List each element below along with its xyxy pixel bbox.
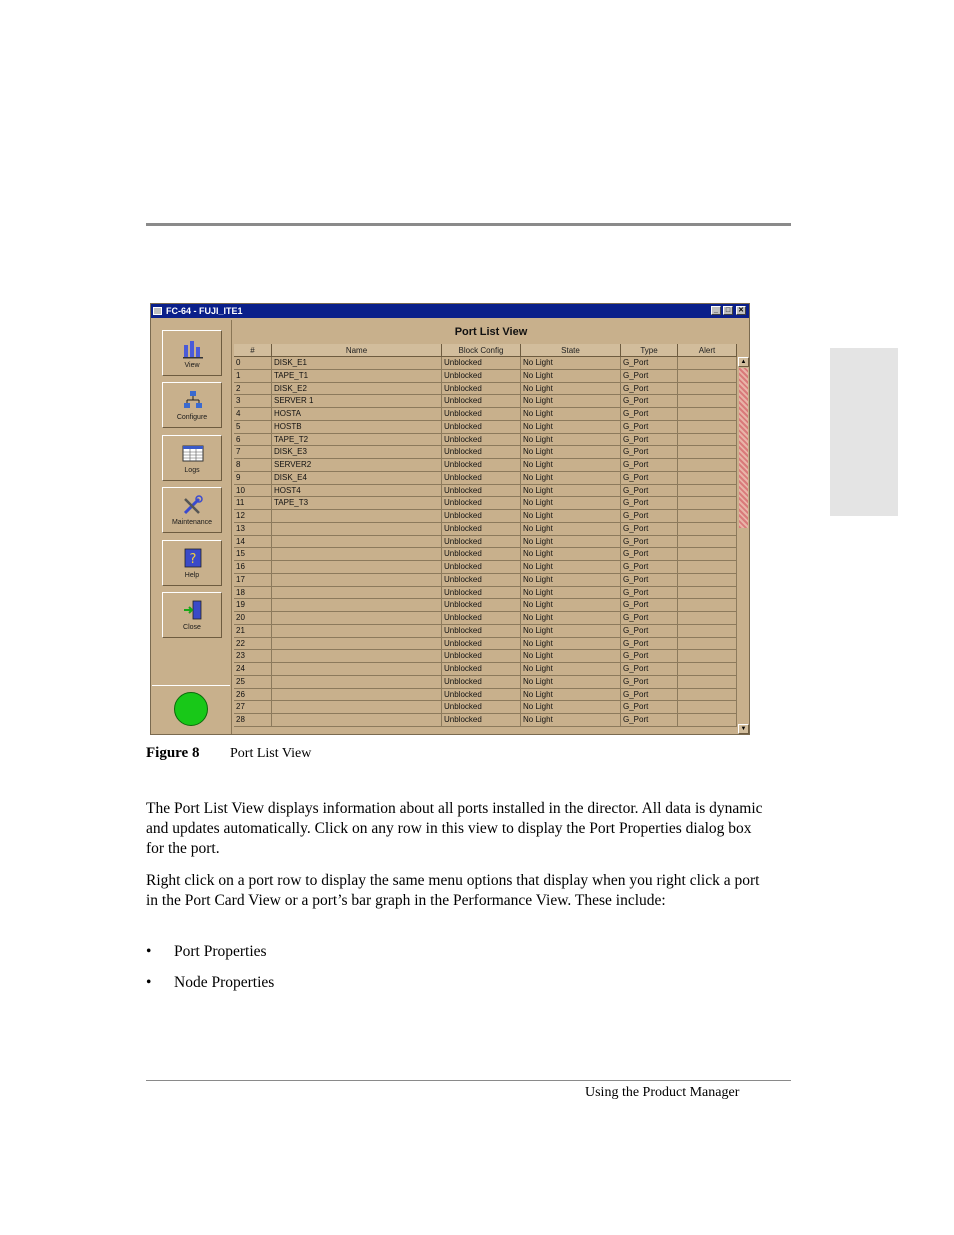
table-row[interactable] — [234, 408, 737, 421]
port-name-cell — [272, 689, 442, 701]
figure-label: Figure 8 — [146, 745, 200, 761]
scroll-down-arrow-icon[interactable]: ▼ — [738, 724, 749, 734]
port-type-cell: G_Port — [621, 370, 678, 382]
table-row[interactable] — [234, 395, 737, 408]
port-table — [234, 357, 737, 734]
port-number-cell: 13 — [234, 523, 272, 535]
table-row[interactable] — [234, 459, 737, 472]
figure-caption — [146, 745, 312, 762]
table-row[interactable] — [234, 370, 737, 383]
alert-cell — [678, 650, 737, 662]
port-type-cell: G_Port — [621, 434, 678, 446]
port-type-cell: G_Port — [621, 663, 678, 675]
block-config-cell: Unblocked — [442, 587, 521, 599]
table-row[interactable] — [234, 625, 737, 638]
bullet-dot-icon: • — [146, 943, 152, 960]
state-cell: No Light — [521, 714, 621, 726]
alert-cell — [678, 612, 737, 624]
help-icon — [182, 547, 204, 569]
table-row[interactable] — [234, 689, 737, 702]
svg-text:?: ? — [189, 552, 197, 567]
table-row[interactable] — [234, 510, 737, 523]
port-number-cell: 21 — [234, 625, 272, 637]
table-row[interactable] — [234, 612, 737, 625]
port-type-cell: G_Port — [621, 472, 678, 484]
block-config-cell: Unblocked — [442, 676, 521, 688]
port-number-cell: 23 — [234, 650, 272, 662]
view-icon — [182, 337, 204, 359]
port-name-cell: DISK_E4 — [272, 472, 442, 484]
port-type-cell: G_Port — [621, 383, 678, 395]
table-header — [234, 344, 737, 357]
alert-cell — [678, 446, 737, 458]
port-type-cell: G_Port — [621, 561, 678, 573]
maintenance-button[interactable] — [162, 487, 222, 533]
state-cell: No Light — [521, 434, 621, 446]
column-header-alert[interactable]: Alert — [678, 344, 737, 357]
nav-panel — [152, 320, 232, 734]
block-config-cell: Unblocked — [442, 574, 521, 586]
state-cell: No Light — [521, 701, 621, 713]
port-number-cell: 16 — [234, 561, 272, 573]
port-type-cell: G_Port — [621, 650, 678, 662]
page-footer: Using the Product Manager — [585, 1085, 740, 1100]
port-name-cell: SERVER 1 — [272, 395, 442, 407]
table-row[interactable] — [234, 714, 737, 727]
alert-cell — [678, 459, 737, 471]
port-number-cell: 28 — [234, 714, 272, 726]
window-title: FC-64 - FUJI_ITE1 — [166, 306, 243, 316]
state-cell: No Light — [521, 599, 621, 611]
port-type-cell: G_Port — [621, 497, 678, 509]
block-config-cell: Unblocked — [442, 599, 521, 611]
port-number-cell: 22 — [234, 638, 272, 650]
help-label: Help — [184, 572, 200, 579]
table-row[interactable] — [234, 446, 737, 459]
vertical-scrollbar[interactable] — [738, 357, 749, 734]
port-number-cell: 11 — [234, 497, 272, 509]
block-config-cell: Unblocked — [442, 561, 521, 573]
port-name-cell — [272, 650, 442, 662]
help-button[interactable] — [162, 540, 222, 586]
state-cell: No Light — [521, 485, 621, 497]
logs-button[interactable] — [162, 435, 222, 481]
port-name-cell: HOSTB — [272, 421, 442, 433]
block-config-cell: Unblocked — [442, 548, 521, 560]
port-name-cell — [272, 548, 442, 560]
port-name-cell: HOST4 — [272, 485, 442, 497]
port-name-cell — [272, 663, 442, 675]
alert-cell — [678, 370, 737, 382]
port-name-cell — [272, 523, 442, 535]
port-name-cell — [272, 638, 442, 650]
port-name-cell — [272, 714, 442, 726]
scroll-up-arrow-icon[interactable]: ▲ — [738, 357, 749, 367]
alert-cell — [678, 676, 737, 688]
block-config-cell: Unblocked — [442, 689, 521, 701]
block-config-cell: Unblocked — [442, 612, 521, 624]
port-type-cell: G_Port — [621, 638, 678, 650]
port-number-cell: 12 — [234, 510, 272, 522]
alert-cell — [678, 357, 737, 369]
port-type-cell: G_Port — [621, 523, 678, 535]
block-config-cell: Unblocked — [442, 357, 521, 369]
state-cell: No Light — [521, 497, 621, 509]
status-area — [152, 685, 230, 734]
alert-cell — [678, 408, 737, 420]
title-bar[interactable] — [151, 304, 749, 318]
port-number-cell: 2 — [234, 383, 272, 395]
configure-icon — [182, 389, 204, 411]
figure-caption-text: Port List View — [230, 746, 312, 761]
block-config-cell: Unblocked — [442, 370, 521, 382]
port-type-cell: G_Port — [621, 689, 678, 701]
alert-cell — [678, 536, 737, 548]
alert-cell — [678, 472, 737, 484]
port-number-cell: 14 — [234, 536, 272, 548]
bullet-dot-icon: • — [146, 974, 152, 991]
column-header-block-config[interactable]: Block Config — [442, 344, 521, 357]
view-label: View — [184, 362, 200, 369]
port-name-cell: TAPE_T3 — [272, 497, 442, 509]
port-name-cell — [272, 676, 442, 688]
port-number-cell: 10 — [234, 485, 272, 497]
logs-label: Logs — [184, 467, 200, 474]
block-config-cell: Unblocked — [442, 714, 521, 726]
view-button[interactable] — [162, 330, 222, 376]
scroll-thumb[interactable] — [739, 368, 748, 528]
table-row[interactable] — [234, 357, 737, 370]
state-cell: No Light — [521, 612, 621, 624]
port-number-cell: 25 — [234, 676, 272, 688]
port-type-cell: G_Port — [621, 676, 678, 688]
block-config-cell: Unblocked — [442, 650, 521, 662]
port-type-cell: G_Port — [621, 459, 678, 471]
state-cell: No Light — [521, 510, 621, 522]
column-header-number[interactable]: # — [234, 344, 272, 357]
table-row[interactable] — [234, 663, 737, 676]
alert-cell — [678, 587, 737, 599]
state-cell: No Light — [521, 650, 621, 662]
alert-cell — [678, 497, 737, 509]
port-type-cell: G_Port — [621, 485, 678, 497]
alert-cell — [678, 434, 737, 446]
state-cell: No Light — [521, 472, 621, 484]
port-name-cell — [272, 587, 442, 599]
port-type-cell: G_Port — [621, 574, 678, 586]
port-type-cell: G_Port — [621, 395, 678, 407]
port-name-cell — [272, 625, 442, 637]
alert-cell — [678, 663, 737, 675]
port-number-cell: 26 — [234, 689, 272, 701]
table-row[interactable] — [234, 701, 737, 714]
block-config-cell: Unblocked — [442, 472, 521, 484]
maintenance-icon — [182, 494, 204, 516]
block-config-cell: Unblocked — [442, 408, 521, 420]
port-type-cell: G_Port — [621, 536, 678, 548]
column-header-type[interactable]: Type — [621, 344, 678, 357]
block-config-cell: Unblocked — [442, 497, 521, 509]
table-row[interactable] — [234, 536, 737, 549]
chapter-tab — [830, 348, 898, 516]
port-number-cell: 17 — [234, 574, 272, 586]
state-cell: No Light — [521, 523, 621, 535]
alert-cell — [678, 689, 737, 701]
port-type-cell: G_Port — [621, 625, 678, 637]
port-name-cell — [272, 561, 442, 573]
state-cell: No Light — [521, 408, 621, 420]
table-row[interactable] — [234, 497, 737, 510]
table-row[interactable] — [234, 383, 737, 396]
state-cell: No Light — [521, 446, 621, 458]
status-indicator-light — [174, 692, 208, 726]
table-row[interactable] — [234, 523, 737, 536]
state-cell: No Light — [521, 689, 621, 701]
close-window-button[interactable]: ✕ — [736, 306, 746, 315]
footer-rule — [146, 1080, 791, 1081]
block-config-cell: Unblocked — [442, 421, 521, 433]
alert-cell — [678, 523, 737, 535]
port-type-cell: G_Port — [621, 714, 678, 726]
block-config-cell: Unblocked — [442, 485, 521, 497]
port-type-cell: G_Port — [621, 510, 678, 522]
alert-cell — [678, 638, 737, 650]
port-number-cell: 18 — [234, 587, 272, 599]
state-cell: No Light — [521, 548, 621, 560]
block-config-cell: Unblocked — [442, 459, 521, 471]
table-row[interactable] — [234, 434, 737, 447]
state-cell: No Light — [521, 638, 621, 650]
close-icon — [182, 599, 204, 621]
app-icon — [153, 307, 162, 315]
block-config-cell: Unblocked — [442, 638, 521, 650]
table-row[interactable] — [234, 574, 737, 587]
port-name-cell: HOSTA — [272, 408, 442, 420]
block-config-cell: Unblocked — [442, 383, 521, 395]
table-row[interactable] — [234, 561, 737, 574]
block-config-cell: Unblocked — [442, 446, 521, 458]
port-number-cell: 3 — [234, 395, 272, 407]
port-name-cell — [272, 574, 442, 586]
bullet-text: Port Properties — [174, 943, 267, 960]
port-type-cell: G_Port — [621, 408, 678, 420]
port-name-cell: DISK_E3 — [272, 446, 442, 458]
table-row[interactable] — [234, 485, 737, 498]
port-number-cell: 15 — [234, 548, 272, 560]
port-name-cell — [272, 536, 442, 548]
state-cell: No Light — [521, 561, 621, 573]
state-cell: No Light — [521, 676, 621, 688]
port-name-cell: TAPE_T2 — [272, 434, 442, 446]
state-cell: No Light — [521, 421, 621, 433]
header-rule — [146, 223, 791, 226]
close-label: Close — [183, 624, 201, 631]
port-name-cell — [272, 612, 442, 624]
paragraph-1: The Port List View displays information about all ports installed in the director. All data is dynamic and updates automatically. Click on any row in this view to display the Port Properties dialog box for the port. — [146, 800, 763, 857]
state-cell: No Light — [521, 663, 621, 675]
block-config-cell: Unblocked — [442, 625, 521, 637]
state-cell: No Light — [521, 383, 621, 395]
port-number-cell: 1 — [234, 370, 272, 382]
port-type-cell: G_Port — [621, 421, 678, 433]
port-number-cell: 8 — [234, 459, 272, 471]
configure-button[interactable] — [162, 382, 222, 428]
alert-cell — [678, 625, 737, 637]
port-type-cell: G_Port — [621, 446, 678, 458]
alert-cell — [678, 510, 737, 522]
port-number-cell: 24 — [234, 663, 272, 675]
port-type-cell: G_Port — [621, 548, 678, 560]
state-cell: No Light — [521, 587, 621, 599]
port-name-cell — [272, 599, 442, 611]
state-cell: No Light — [521, 370, 621, 382]
table-row[interactable] — [234, 421, 737, 434]
port-name-cell: DISK_E2 — [272, 383, 442, 395]
alert-cell — [678, 574, 737, 586]
alert-cell — [678, 701, 737, 713]
state-cell: No Light — [521, 357, 621, 369]
state-cell: No Light — [521, 574, 621, 586]
configure-label: Configure — [176, 414, 208, 421]
port-number-cell: 20 — [234, 612, 272, 624]
bullet-text: Node Properties — [174, 974, 275, 991]
state-cell: No Light — [521, 536, 621, 548]
table-row[interactable] — [234, 548, 737, 561]
block-config-cell: Unblocked — [442, 663, 521, 675]
port-number-cell: 9 — [234, 472, 272, 484]
port-type-cell: G_Port — [621, 587, 678, 599]
block-config-cell: Unblocked — [442, 536, 521, 548]
port-type-cell: G_Port — [621, 599, 678, 611]
block-config-cell: Unblocked — [442, 510, 521, 522]
alert-cell — [678, 714, 737, 726]
port-name-cell: TAPE_T1 — [272, 370, 442, 382]
port-type-cell: G_Port — [621, 357, 678, 369]
port-name-cell — [272, 701, 442, 713]
table-row[interactable] — [234, 676, 737, 689]
state-cell: No Light — [521, 625, 621, 637]
alert-cell — [678, 561, 737, 573]
minimize-button[interactable]: _ — [711, 306, 721, 315]
close-button[interactable] — [162, 592, 222, 638]
port-number-cell: 0 — [234, 357, 272, 369]
port-number-cell: 6 — [234, 434, 272, 446]
table-row[interactable] — [234, 650, 737, 663]
port-number-cell: 5 — [234, 421, 272, 433]
state-cell: No Light — [521, 395, 621, 407]
maximize-button[interactable]: □ — [723, 306, 733, 315]
table-row[interactable] — [234, 638, 737, 651]
paragraph-2: Right click on a port row to display the same menu options that display when you right click a port in the Port Card View or a port’s bar graph in the Performance View. These include: — [146, 872, 760, 909]
port-number-cell: 27 — [234, 701, 272, 713]
block-config-cell: Unblocked — [442, 701, 521, 713]
port-number-cell: 4 — [234, 408, 272, 420]
port-name-cell: DISK_E1 — [272, 357, 442, 369]
port-number-cell: 7 — [234, 446, 272, 458]
table-row[interactable] — [234, 599, 737, 612]
alert-cell — [678, 421, 737, 433]
alert-cell — [678, 599, 737, 611]
app-window — [150, 303, 750, 735]
alert-cell — [678, 395, 737, 407]
block-config-cell: Unblocked — [442, 523, 521, 535]
port-number-cell: 19 — [234, 599, 272, 611]
block-config-cell: Unblocked — [442, 395, 521, 407]
port-list-panel — [233, 320, 749, 734]
table-row[interactable] — [234, 472, 737, 485]
port-type-cell: G_Port — [621, 701, 678, 713]
port-type-cell: G_Port — [621, 612, 678, 624]
table-row[interactable] — [234, 587, 737, 600]
alert-cell — [678, 383, 737, 395]
port-name-cell: SERVER2 — [272, 459, 442, 471]
alert-cell — [678, 548, 737, 560]
logs-icon — [182, 442, 204, 464]
column-header-state[interactable]: State — [521, 344, 621, 357]
view-title: Port List View — [454, 326, 528, 338]
port-name-cell — [272, 510, 442, 522]
maintenance-label: Maintenance — [171, 519, 213, 526]
block-config-cell: Unblocked — [442, 434, 521, 446]
column-header-name[interactable]: Name — [272, 344, 442, 357]
state-cell: No Light — [521, 459, 621, 471]
alert-cell — [678, 485, 737, 497]
